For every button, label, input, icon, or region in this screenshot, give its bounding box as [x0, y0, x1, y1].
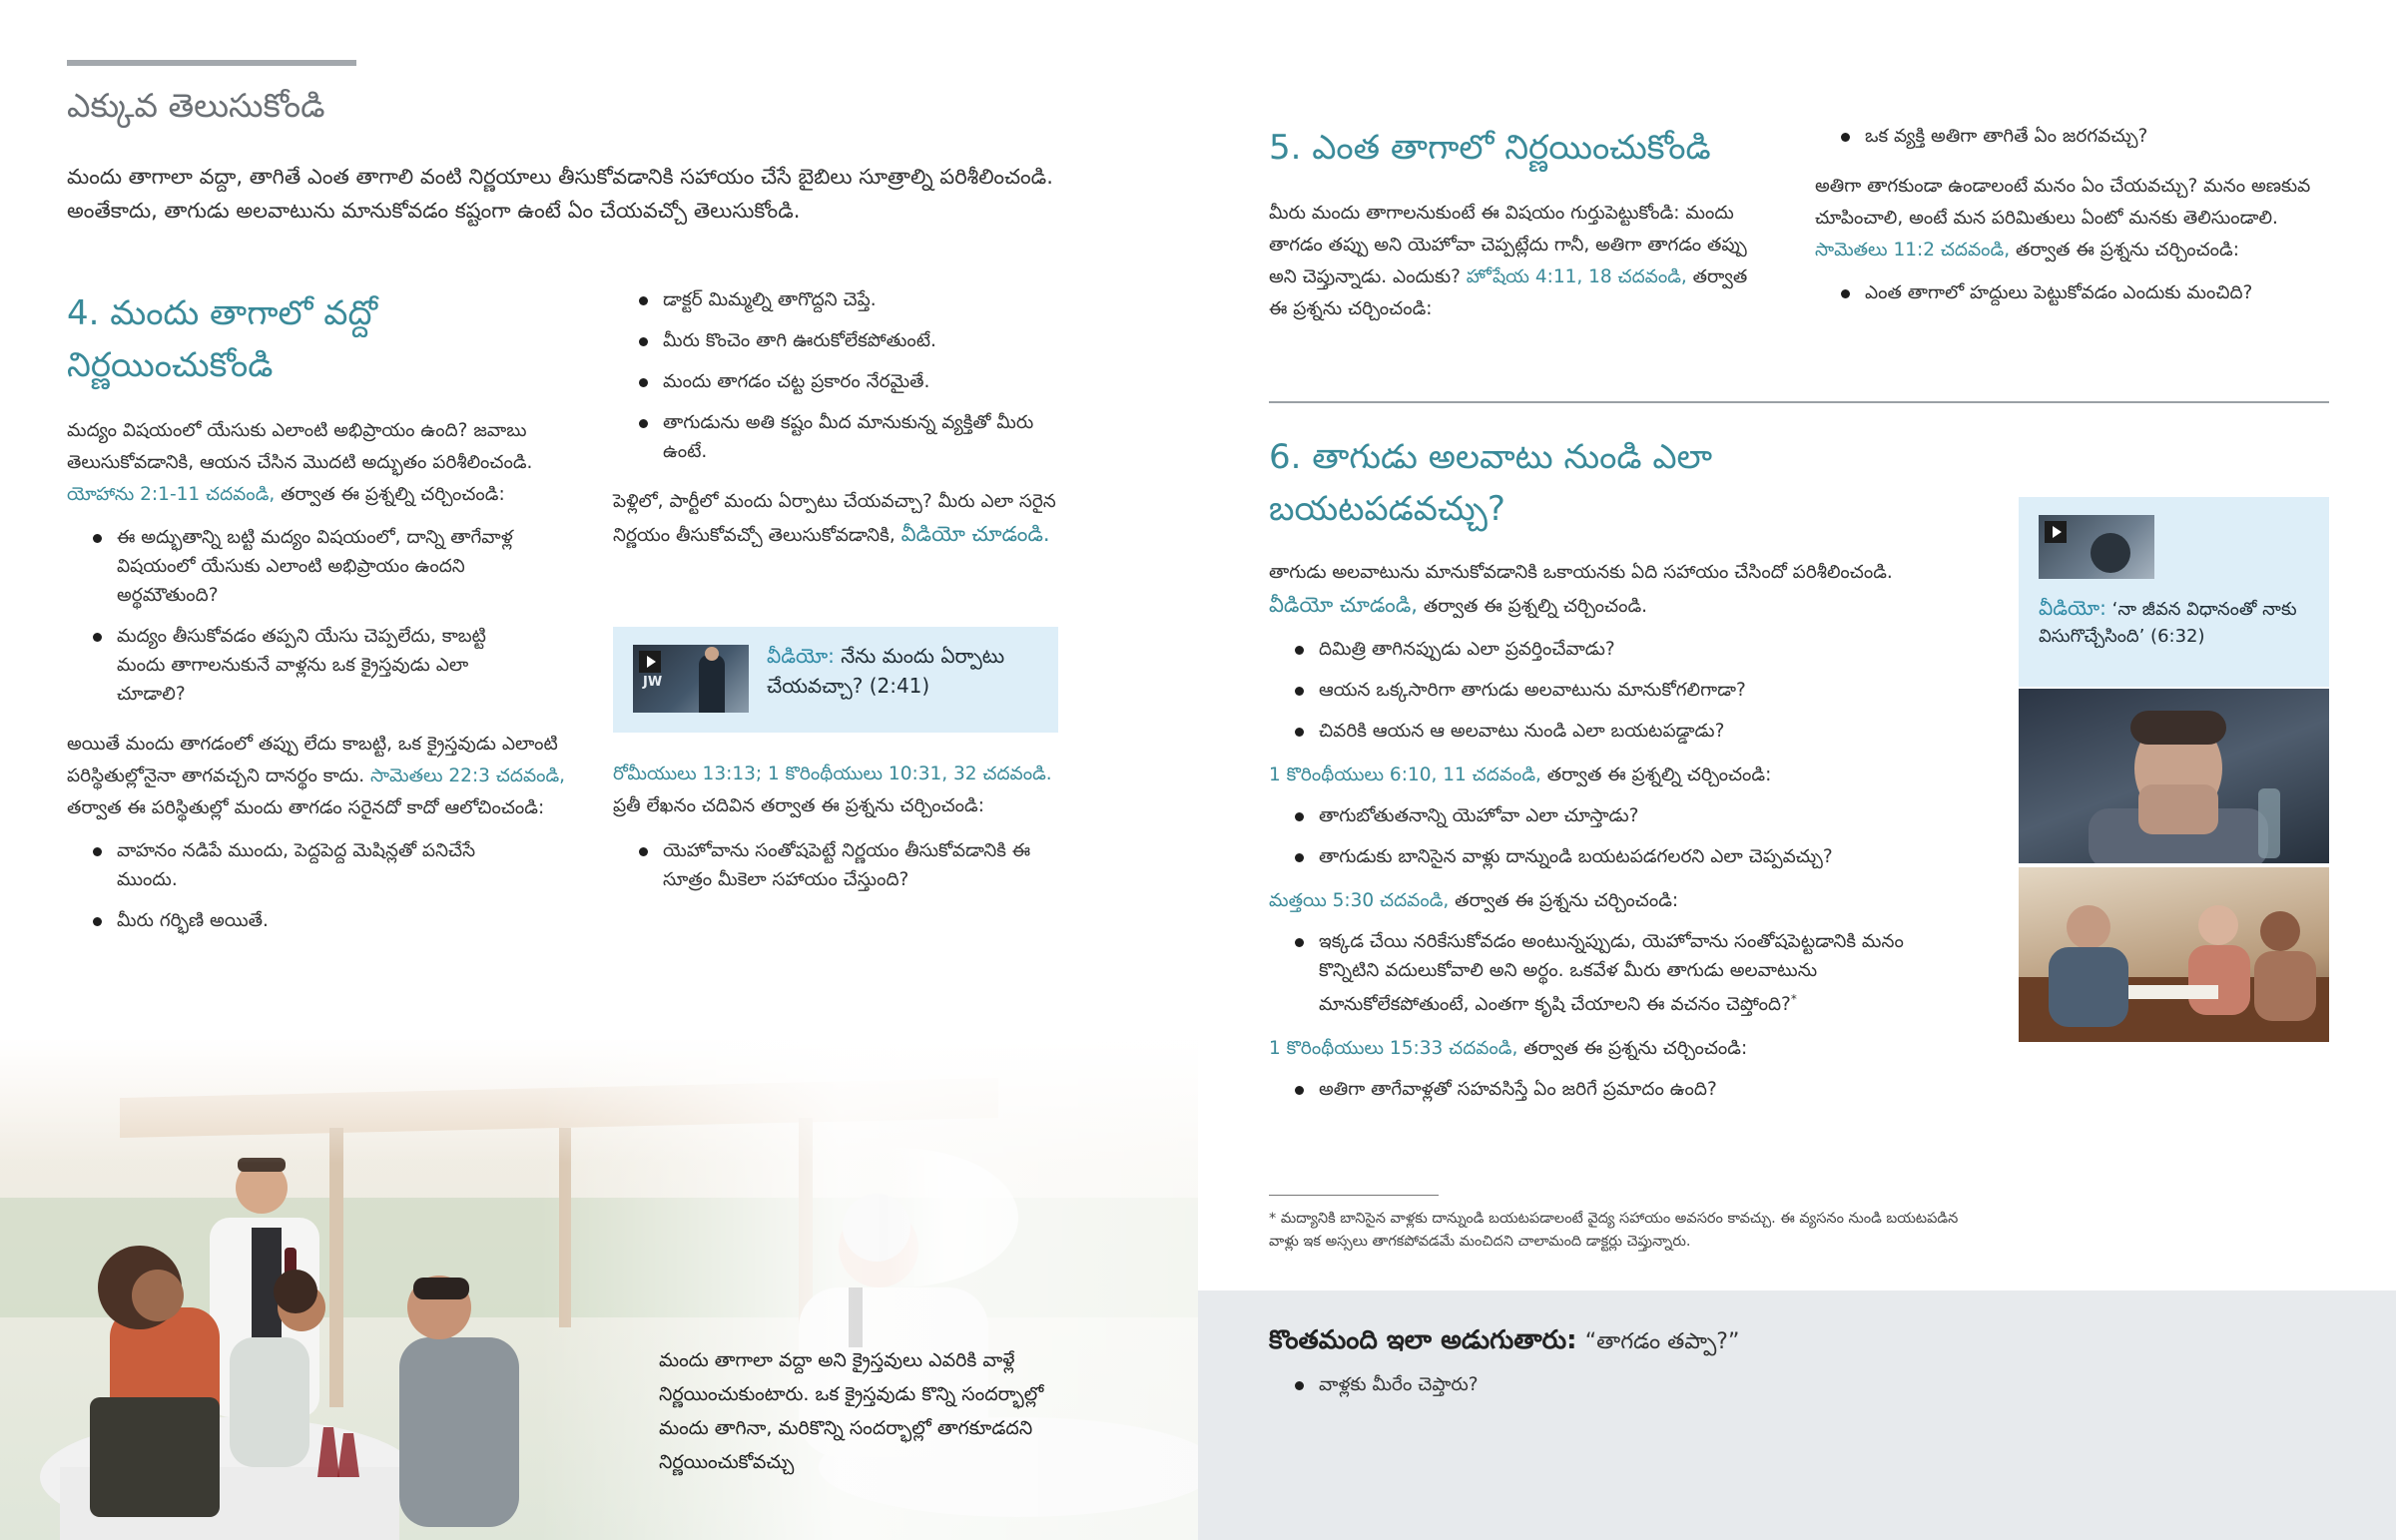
section-5-paragraph-2: అతిగా తాగకుండా ఉండాలంటే మనం ఏం చేయవచ్చు? మనం అణకువ చూపించాలి, అంటే మన పరిమితులు ఏంటో మనకు తెలిసుండాలి. సామెతలు 11:2 చదవండి, తర్వాత ఈ ప్రశ్నను చర్చించండి:: [1815, 176, 2311, 260]
list-item: ఆయన ఒక్కసారిగా తాగుడు అలవాటును మానుకోగలిగాడా?: [1289, 676, 1948, 705]
section-5-column-2: [1815, 122, 2334, 319]
scripture-link-john[interactable]: యోహాను 2:1-11 చదవండి,: [67, 484, 276, 505]
section-6-paragraph-1: తాగుడు అలవాటును మానుకోవడానికి ఒకాయనకు ఏది సహాయం చేసిందో పరిశీలించండి. వీడియో చూడండి, తర్వాత ఈ ప్రశ్నల్ని చర్చించండి.: [1269, 562, 1893, 617]
jw-logo: JW: [643, 675, 663, 690]
man-figure: [2091, 533, 2130, 573]
list-item: మీరు గర్భిణి అయితే.: [87, 906, 536, 935]
list-item: వాళ్లకు మీరేం చెప్తారు?: [1289, 1370, 2068, 1399]
scripture-link-proverbs-22[interactable]: సామెతలు 22:3 చదవండి,: [369, 766, 566, 786]
list-item: యెహోవాను సంతోషపెట్టే నిర్ణయం తీసుకోవడానికి ఈ సూత్రం మీకెలా సహాయం చేస్తుంది?: [633, 836, 1082, 894]
top-rule: [67, 60, 356, 66]
list-item: ఈ అద్భుతాన్ని బట్టి మద్యం విషయంలో, దాన్ని తాగేవాళ్ల విషయంలో యేసుకు ఎలాంటి అభిప్రాయం ఉందని అర్థమౌతుంది?: [87, 523, 536, 610]
section-4-column-2: [613, 285, 1082, 890]
presenter-figure: [699, 655, 725, 713]
section-5-questions-1: [1815, 122, 2334, 151]
list-item: మందు తాగడం చట్ట ప్రకారం నేరమైతే.: [633, 367, 1082, 396]
section-5-questions-2: [1815, 278, 2334, 307]
section-6-paragraph-3: మత్తయి 5:30 చదవండి, తర్వాత ఈ ప్రశ్నను చర్చించండి:: [1269, 890, 1679, 911]
video-thumbnail[interactable]: [633, 645, 749, 713]
watch-video-link[interactable]: వీడియో చూడండి.: [900, 522, 1050, 546]
scripture-link-proverbs-11[interactable]: సామెతలు 11:2 చదవండి,: [1815, 240, 2011, 260]
section-4-paragraph-1: మద్యం విషయంలో యేసుకు ఎలాంటి అభిప్రాయం ఉంది? జవాబు తెలుసుకోవడానికి, ఆయన చేసిన మొదటి అద్భుతం పరిశీలించండి. యోహాను 2:1-11 చదవండి, తర్వాత ఈ ప్రశ్నల్ని చర్చించండి:: [67, 420, 533, 505]
section-6-heading: 6. తాగుడు అలవాటు నుండి ఎలా బయటపడవచ్చు?: [1269, 437, 1713, 529]
section-4-situations-1: [67, 836, 536, 935]
ask-questions: [1269, 1370, 2068, 1411]
section-6-questions-4: [1269, 1075, 1948, 1104]
ask-band: [1198, 1290, 2396, 1540]
man-despair-svg: [2019, 689, 2329, 863]
section-divider: [1269, 401, 2329, 403]
section-4-romans: [613, 759, 1082, 906]
section-4-questions-2: [613, 836, 1082, 894]
list-item: తాగుడుకు బానిసైన వాళ్లు దాన్నుండి బయటపడగలరని ఎలా చెప్పవచ్చు?: [1289, 842, 1948, 871]
section-4-paragraph-2: అయితే మందు తాగడంలో తప్పు లేదు కాబట్టి, ఒక క్రైస్తవుడు ఎలాంటి పరిస్థితుల్లోనైనా తాగవచ్చని దానర్థం కాదు. సామెతలు 22:3 చదవండి, తర్వాత ఈ పరిస్థితుల్లో మందు తాగడం సరైనదో కాదో ఆలోచించండి:: [67, 734, 566, 818]
section-4-questions-1: [67, 523, 536, 709]
section-6-column: [1269, 431, 1948, 1116]
footnote-marker[interactable]: *: [1790, 992, 1797, 1006]
video-title-2[interactable]: వీడియో: ‘నా జీవన విధానంతో నాకు విసుగొచ్చేసింది’ (6:32): [2039, 596, 2297, 647]
list-item: డాక్టర్ మిమ్మల్ని తాగొద్దని చెప్తే.: [633, 285, 1082, 314]
list-item: మీరు కొంచెం తాగి ఊరుకోలేకపోతుంటే.: [633, 326, 1082, 355]
list-item: దిమిత్రి తాగినప్పుడు ఎలా ప్రవర్తించేవాడు?: [1289, 635, 1948, 664]
section-4-situations-2: [613, 285, 1082, 466]
illustration-caption: మందు తాగాలా వద్దా అని క్రైస్తవులు ఎవరికి వాళ్లే నిర్ణయించుకుంటారు. ఒక క్రైస్తవుడు కొన్ని సందర్భాల్లో మందు తాగినా, మరికొన్ని సందర్భాల్లో తాగకూడదని నిర్ణయించుకోవచ్చు: [659, 1349, 1044, 1473]
list-item: ఇక్కడ చేయి నరికేసుకోవడం అంటున్నప్పుడు, యెహోవాను సంతోషపెట్టడానికి మనం కొన్నిటిని వదులుకోవాలి అని అర్థం. ఒకవేళ మీరు తాగుడు అలవాటును మానుకోలేకపోతుంటే, ఎంతగా కృషి చేయాలని ఈ వచనం చెప్తోంది?*: [1289, 927, 1928, 1019]
family-table-svg: [2019, 867, 2329, 1042]
section-6-paragraph-4: 1 కొరింథీయులు 15:33 చదవండి, తర్వాత ఈ ప్రశ్నను చర్చించండి:: [1269, 1038, 1748, 1060]
section-5-heading: 5. ఎంత తాగాలో నిర్ణయించుకోండి: [1269, 128, 1711, 168]
scripture-link-1cor-6[interactable]: 1 కొరింథీయులు 6:10, 11 చదవండి,: [1269, 765, 1541, 785]
section-4-paragraph-3: పెళ్లిలో, పార్టీలో మందు ఏర్పాటు చేయవచ్చా? మీరు ఎలా సరైన నిర్ణయం తీసుకోవచ్చో తెలుసుకోవడానికి, వీడియో చూడండి.: [613, 491, 1056, 546]
scripture-link-romans[interactable]: రోమీయులు 13:13; 1 కొరింథీయులు 10:31, 32 చదవండి.: [613, 764, 1052, 784]
list-item: అతిగా తాగేవాళ్లతో సహవసిస్తే ఏం జరిగే ప్రమాదం ఉంది?: [1289, 1075, 1948, 1104]
footnote-rule: [1269, 1195, 1439, 1196]
photo-man-despair: [2019, 689, 2329, 863]
restaurant-illustration: [0, 1038, 1198, 1540]
section-title: ఎక్కువ తెలుసుకోండి: [67, 86, 325, 125]
ask-heading: కొంతమంది ఇలా అడుగుతారు: “తాగడం తప్పా?”: [1269, 1325, 1740, 1355]
section-4-column-1: [67, 287, 586, 947]
section-4-heading: 4. మందు తాగాలో వద్దో నిర్ణయించుకోండి: [67, 293, 378, 385]
photo-family-table: [2019, 867, 2329, 1042]
play-icon[interactable]: [639, 651, 661, 673]
section-6-questions-1: [1269, 635, 1948, 746]
presenter-head: [705, 647, 719, 661]
watch-video-link-2[interactable]: వీడియో చూడండి,: [1269, 593, 1418, 617]
play-icon[interactable]: [2045, 521, 2067, 543]
video-card-wedding[interactable]: [613, 627, 1058, 733]
list-item: ఒక వ్యక్తి అతిగా తాగితే ఏం జరగవచ్చు?: [1835, 122, 2334, 151]
video-thumbnail-2[interactable]: [2039, 515, 2154, 579]
list-item: వాహనం నడిపే ముందు, పెద్దపెద్ద మెషిన్లతో పనిచేసే ముందు.: [87, 836, 536, 894]
list-item: మద్యం తీసుకోవడం తప్పని యేసు చెప్పలేదు, కాబట్టి మందు తాగాలనుకునే వాళ్లను ఒక క్రైస్తవుడు ఎలా చూడాలి?: [87, 622, 536, 709]
video-card-dimitri[interactable]: [2019, 497, 2329, 687]
section-6-questions-2: [1269, 801, 1948, 871]
video-title[interactable]: వీడియో: నేను మందు ఏర్పాటు చేయవచ్చా? (2:41): [767, 644, 1005, 698]
section-6-questions-3: [1269, 927, 1928, 1019]
section-5-column-1: [1269, 122, 1768, 325]
list-item: ఎంత తాగాలో హద్దులు పెట్టుకోవడం ఎందుకు మంచిది?: [1835, 278, 2334, 307]
list-item: తాగుడును అతి కష్టం మీద మానుకున్న వ్యక్తితో మీరు ఉంటే.: [633, 408, 1082, 466]
list-item: తాగుబోతుతనాన్ని యెహోవా ఎలా చూస్తాడు?: [1289, 801, 1948, 830]
right-page: [1198, 0, 2396, 1540]
scripture-link-1cor-15[interactable]: 1 కొరింథీయులు 15:33 చదవండి,: [1269, 1038, 1518, 1060]
section-6-paragraph-2: 1 కొరింథీయులు 6:10, 11 చదవండి, తర్వాత ఈ ప్రశ్నల్ని చర్చించండి:: [1269, 765, 1772, 785]
scripture-link-hosea[interactable]: హోషేయ 4:11, 18 చదవండి,: [1466, 266, 1687, 287]
section-5-paragraph-1: మీరు మందు తాగాలనుకుంటే ఈ విషయం గుర్తుపెట్టుకోండి: మందు తాగడం తప్పు అని యెహోవా చెప్పట్లేదు గానీ, అతిగా తాగడం తప్పు అని చెప్తున్నాడు. ఎందుకు? హోషేయ 4:11, 18 చదవండి, తర్వాత ఈ ప్రశ్నను చర్చించండి:: [1269, 203, 1748, 319]
intro-paragraph: మందు తాగాలా వద్దా, తాగితే ఎంత తాగాలి వంటి నిర్ణయాలు తీసుకోవడానికి సహాయం చేసే బైబిలు సూత్రాల్ని పరిశీలించండి. అంతేకాదు, తాగుడు అలవాటును మానుకోవడం కష్టంగా ఉంటే ఏం చేయవచ్చో తెలుసుకోండి.: [67, 165, 1053, 223]
list-item: చివరికి ఆయన ఆ అలవాటు నుండి ఎలా బయటపడ్డాడు?: [1289, 717, 1948, 746]
footnote: * మద్యానికి బానిసైన వాళ్లకు దాన్నుండి బయటపడాలంటే వైద్య సహాయం అవసరం కావచ్చు. ఈ వ్యసనం నుండి బయటపడిన వాళ్లు ఇక అస్సలు తాగకపోవడమే మంచిదని చాలామంది డాక్టర్లు చెప్తున్నారు.: [1269, 1211, 1959, 1250]
scripture-link-matthew[interactable]: మత్తయి 5:30 చదవండి,: [1269, 890, 1450, 911]
section-4-paragraph-4: రోమీయులు 13:13; 1 కొరింథీయులు 10:31, 32 చదవండి. ప్రతీ లేఖనం చదివిన తర్వాత ఈ ప్రశ్నను చర్చించండి:: [613, 764, 1052, 816]
